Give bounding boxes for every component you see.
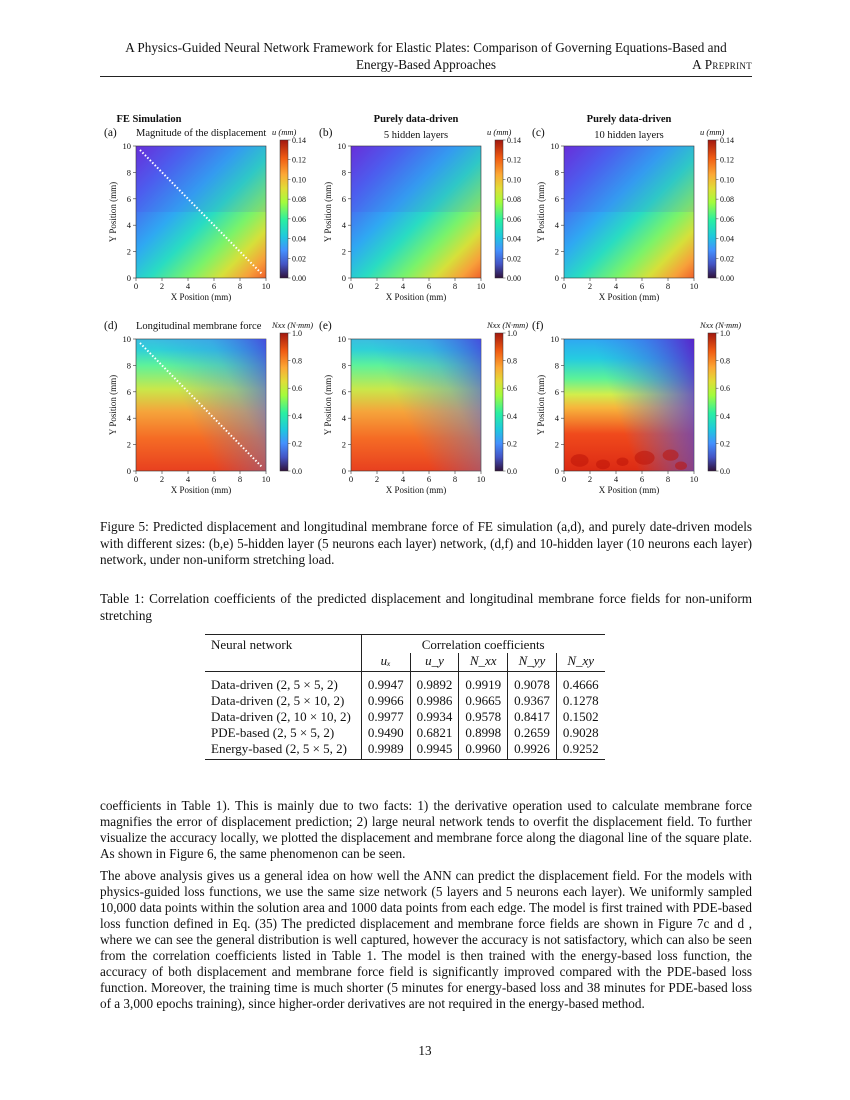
x-tick-label: 10 [476,474,486,484]
colorbar-tick-label: 1.0 [507,329,517,338]
x-tick-label: 0 [348,281,354,291]
col-nyy: N_yy [508,653,557,672]
cell-value: 0.9989 [361,741,410,760]
colorbar [495,333,503,471]
x-tick-label: 6 [639,474,645,484]
y-tick-label: 8 [341,167,346,178]
column-title: Purely data-driven [586,114,672,125]
x-axis-label: X Position (mm) [385,485,447,495]
cell-value: 0.1502 [556,709,604,725]
row-network: Data-driven (2, 5 × 5, 2) [211,677,338,692]
x-tick-label: 10 [261,474,271,484]
cell-value: 0.9986 [410,693,459,709]
colorbar-unit: u (mm) [487,127,512,137]
cell-value: 0.9490 [361,725,410,741]
x-tick-label: 2 [159,474,165,484]
cell-value: 0.8417 [508,709,557,725]
colorbar-tick-label: 0.8 [720,356,730,366]
panel-title: Magnitude of the displacement [136,128,267,139]
column-title: FE Simulation [116,114,182,125]
x-tick-label: 6 [211,281,217,291]
colorbar-tick-label: 0.08 [292,195,306,205]
x-tick-label: 0 [133,281,139,291]
x-tick-label: 10 [689,281,699,291]
colorbar-tick-label: 0.2 [720,439,730,449]
y-tick-label: 0 [341,466,346,476]
y-tick-label: 6 [126,386,131,397]
y-tick-label: 6 [554,386,559,397]
table-row [205,672,605,694]
panel-label: (d) [104,320,118,332]
x-tick-label: 6 [211,474,217,484]
cell-value: 0.9934 [410,709,459,725]
colorbar-tick-label: 0.08 [720,195,734,205]
colorbar-tick-label: 0.14 [720,136,734,145]
colorbar-tick-label: 1.0 [720,329,730,338]
x-tick-label: 2 [374,281,380,291]
table-row [205,741,605,760]
colorbar-tick-label: 0.0 [292,467,302,476]
row-network: Energy-based (2, 5 × 5, 2) [205,741,361,760]
cell-value: 0.4666 [556,672,604,694]
header-rule [100,76,752,77]
y-tick-label: 4 [341,413,346,424]
colorbar-tick-label: 0.04 [720,234,734,244]
cell-value: 0.9665 [459,693,508,709]
y-tick-label: 10 [122,334,131,344]
x-tick-label: 2 [374,474,380,484]
y-tick-label: 8 [126,360,131,371]
y-tick-label: 10 [337,141,346,151]
cell-value: 0.9977 [361,709,410,725]
y-axis-label: Y Position (mm) [536,181,546,243]
y-tick-label: 6 [126,193,131,204]
header-title-line2: Energy-Based Approaches [355,57,496,72]
y-tick-label: 10 [122,141,131,151]
colorbar [708,333,716,471]
x-tick-label: 2 [159,281,165,291]
colorbar [280,140,288,278]
y-tick-label: 6 [554,193,559,204]
y-axis-label: Y Position (mm) [323,374,333,436]
cell-value: 0.9028 [556,725,604,741]
y-tick-label: 0 [126,273,131,283]
cell-value: 0.9892 [410,672,459,694]
table-row [205,725,605,741]
x-axis-label: X Position (mm) [385,292,447,302]
colorbar [495,140,503,278]
colorbar-tick-label: 0.4 [720,411,730,421]
col-ux: uₓ [361,653,410,672]
panel-f [532,320,741,495]
colorbar-tick-label: 0.14 [507,136,521,145]
colorbar-tick-label: 0.04 [507,234,521,244]
panel-label: (b) [319,127,333,139]
y-tick-label: 8 [341,360,346,371]
y-axis-label: Y Position (mm) [108,181,118,243]
table-header-row [205,635,605,654]
x-axis-label: X Position (mm) [598,485,660,495]
colorbar-tick-label: 0.06 [292,214,306,224]
header-title-line2-row [100,56,752,73]
col-nxx: N_xx [459,653,508,672]
header-correlation: Correlation coefficients [361,635,604,654]
y-tick-label: 6 [341,193,346,204]
y-tick-label: 8 [554,167,559,178]
panel-label: (c) [532,127,545,139]
panel-e [319,320,528,495]
panel-c [532,127,734,302]
x-tick-label: 4 [400,474,406,484]
table-caption: Table 1: Correlation coefficients of the predicted displacement and longitudinal membrane force fields for non-uniform stretching [100,591,752,623]
cell-value: 0.9078 [508,672,557,694]
table-row [205,693,605,709]
colorbar-tick-label: 0.2 [292,439,302,449]
colorbar-tick-label: 0.10 [292,175,306,185]
cell-value: 0.1278 [556,693,604,709]
colorbar [280,333,288,471]
colorbar-tick-label: 1.0 [292,329,302,338]
colorbar-unit: u (mm) [272,127,297,137]
row-network: PDE-based (2, 5 × 5, 2) [211,725,335,740]
x-tick-label: 2 [587,281,593,291]
colorbar-tick-label: 0.02 [720,254,734,264]
x-tick-label: 8 [237,281,243,291]
colorbar-tick-label: 0.12 [292,155,306,165]
cell-value: 0.8998 [459,725,508,741]
x-tick-label: 4 [613,281,619,291]
colorbar-tick-label: 0.00 [292,274,306,283]
colorbar-tick-label: 0.6 [292,384,302,394]
x-tick-label: 4 [185,474,191,484]
header-title-line1: A Physics-Guided Neural Network Framework for Elastic Plates: Comparison of Governing Equations-Based and [125,40,727,55]
cell-value: 0.2659 [508,725,557,741]
page-number: 13 [418,1043,432,1058]
x-tick-label: 4 [613,474,619,484]
panel-a [104,127,306,302]
colorbar-tick-label: 0.4 [507,411,517,421]
panel-label: (f) [532,320,544,332]
colorbar-tick-label: 0.8 [507,356,517,366]
colorbar-tick-label: 0.08 [507,195,521,205]
cell-value: 0.9926 [508,741,557,760]
y-tick-label: 0 [554,273,559,283]
colorbar-tick-label: 0.10 [720,175,734,185]
colorbar-unit: Nxx (N·mm) [487,320,529,330]
y-tick-label: 2 [554,439,559,450]
paragraph-2: The above analysis gives us a general idea on how well the ANN can predict the displacement field. For the models with physics-guided loss functions, we use the same size network (5 layers and 5 neurons each layer). We uniformly sampled 10,000 data points within the solution area and 1000 data points from each edge. The model is first trained with PDE-based loss function defined in Eq. (35) The predicted displacement and membrane force fields are shown in Figure 7c and d , where we can see the general distribution is well captured, however the accuracy is not satisfactory, which can also be seen from the correlation coefficients listed in Table 1. The model is then trained with the energy-based loss function, the accuracy of both displacement and membrane force field is significantly improved compared with the PDE-based loss function. Moreover, the training time is much shorter (5 minutes for energy-based loss and 38 minutes for PDE-based loss of a 3,000 epochs training), since higher-order derivatives are not required in the energy-based method. [100,868,752,1011]
running-header [100,39,752,73]
y-tick-label: 0 [126,466,131,476]
y-axis-label: Y Position (mm) [323,181,333,243]
x-tick-label: 8 [665,281,671,291]
y-tick-label: 4 [554,220,559,231]
x-tick-label: 8 [452,474,458,484]
y-tick-label: 2 [341,439,346,450]
cell-value: 0.9252 [556,741,604,760]
panel-label: (e) [319,320,332,332]
y-tick-label: 0 [554,466,559,476]
figure-caption: Figure 5: Predicted displacement and longitudinal membrane force of FE simulation (a,d), and purely date-driven models with different sizes: (b,e) 5-hidden layer (5 neurons each layer) network, (d,f) and 10-hidden layer (10 neurons each layer) network, under non-uniform stretching load. [100,519,752,567]
y-tick-label: 2 [341,246,346,257]
y-axis-label: Y Position (mm) [536,374,546,436]
colorbar-unit: u (mm) [700,127,725,137]
colorbar-tick-label: 0.02 [507,254,521,264]
x-tick-label: 10 [689,474,699,484]
column-subtitle: 5 hidden layers [383,130,449,141]
col-uy: u_y [410,653,459,672]
y-tick-label: 10 [550,334,559,344]
y-tick-label: 4 [341,220,346,231]
table-subheader-row [205,653,605,672]
cell-value: 0.9919 [459,672,508,694]
figure-5 [100,110,752,505]
y-tick-label: 4 [126,220,131,231]
y-tick-label: 2 [126,439,131,450]
cell-value: 0.9945 [410,741,459,760]
x-tick-label: 10 [261,281,271,291]
colorbar-tick-label: 0.8 [292,356,302,366]
x-tick-label: 6 [426,281,432,291]
x-tick-label: 6 [426,474,432,484]
colorbar-tick-label: 0.6 [507,384,517,394]
y-tick-label: 8 [554,360,559,371]
cell-value: 0.6821 [410,725,459,741]
panel-label: (a) [104,127,117,139]
x-axis-label: X Position (mm) [170,292,232,302]
x-tick-label: 0 [348,474,354,484]
cell-value: 0.9960 [459,741,508,760]
x-tick-label: 8 [665,474,671,484]
panel-d [104,320,313,495]
x-tick-label: 10 [476,281,486,291]
y-tick-label: 10 [337,334,346,344]
colorbar [708,140,716,278]
x-tick-label: 4 [185,281,191,291]
cell-value: 0.9966 [361,693,410,709]
x-tick-label: 4 [400,281,406,291]
y-tick-label: 2 [126,246,131,257]
y-tick-label: 6 [341,386,346,397]
colorbar-unit: Nxx (N·mm) [700,320,742,330]
y-tick-label: 4 [554,413,559,424]
x-tick-label: 2 [587,474,593,484]
colorbar-tick-label: 0.00 [507,274,521,283]
colorbar-tick-label: 0.06 [507,214,521,224]
row-network: Data-driven (2, 5 × 10, 2) [211,693,345,708]
x-tick-label: 8 [452,281,458,291]
correlation-table [205,634,605,760]
panel-title: Longitudinal membrane force [136,321,262,332]
colorbar-tick-label: 0.02 [292,254,306,264]
colorbar-tick-label: 0.0 [507,467,517,476]
row-network: Data-driven (2, 10 × 10, 2) [211,709,351,724]
x-tick-label: 0 [561,474,567,484]
colorbar-tick-label: 0.6 [720,384,730,394]
colorbar-tick-label: 0.06 [720,214,734,224]
y-tick-label: 8 [126,167,131,178]
x-tick-label: 0 [561,281,567,291]
colorbar-tick-label: 0.2 [507,439,517,449]
colorbar-tick-label: 0.14 [292,136,306,145]
colorbar-tick-label: 0.12 [507,155,521,165]
table-body [205,672,605,760]
cell-value: 0.9578 [459,709,508,725]
y-axis-label: Y Position (mm) [108,374,118,436]
x-tick-label: 6 [639,281,645,291]
paragraph-1: coefficients in Table 1). This is mainly due to two facts: 1) the derivative operation used to calculate membrane force magnifies the error of displacement prediction; 2) large neural network tends to overfit the displacement field. To further visualize the accuracy locally, we plotted the displacement and membrane force along the diagonal line of the square plate. As shown in Figure 6, the same phenomenon can be seen. [100,798,752,861]
column-subtitle: 10 hidden layers [594,130,664,141]
panel-b [319,127,521,302]
y-tick-label: 4 [126,413,131,424]
colorbar-tick-label: 0.00 [720,274,734,283]
x-tick-label: 0 [133,474,139,484]
colorbar-tick-label: 0.4 [292,411,302,421]
cell-value: 0.9947 [361,672,410,694]
x-tick-label: 8 [237,474,243,484]
y-tick-label: 2 [554,246,559,257]
x-axis-label: X Position (mm) [170,485,232,495]
column-title: Purely data-driven [373,114,459,125]
y-tick-label: 0 [341,273,346,283]
colorbar-tick-label: 0.0 [720,467,730,476]
colorbar-tick-label: 0.04 [292,234,306,244]
col-nxy: N_xy [556,653,604,672]
x-axis-label: X Position (mm) [598,292,660,302]
table-row [205,709,605,725]
colorbar-tick-label: 0.10 [507,175,521,185]
cell-value: 0.9367 [508,693,557,709]
header-neural-network: Neural network [205,635,361,654]
preprint-label: A Preprint [692,57,752,72]
colorbar-unit: Nxx (N·mm) [272,320,314,330]
y-tick-label: 10 [550,141,559,151]
colorbar-tick-label: 0.12 [720,155,734,165]
